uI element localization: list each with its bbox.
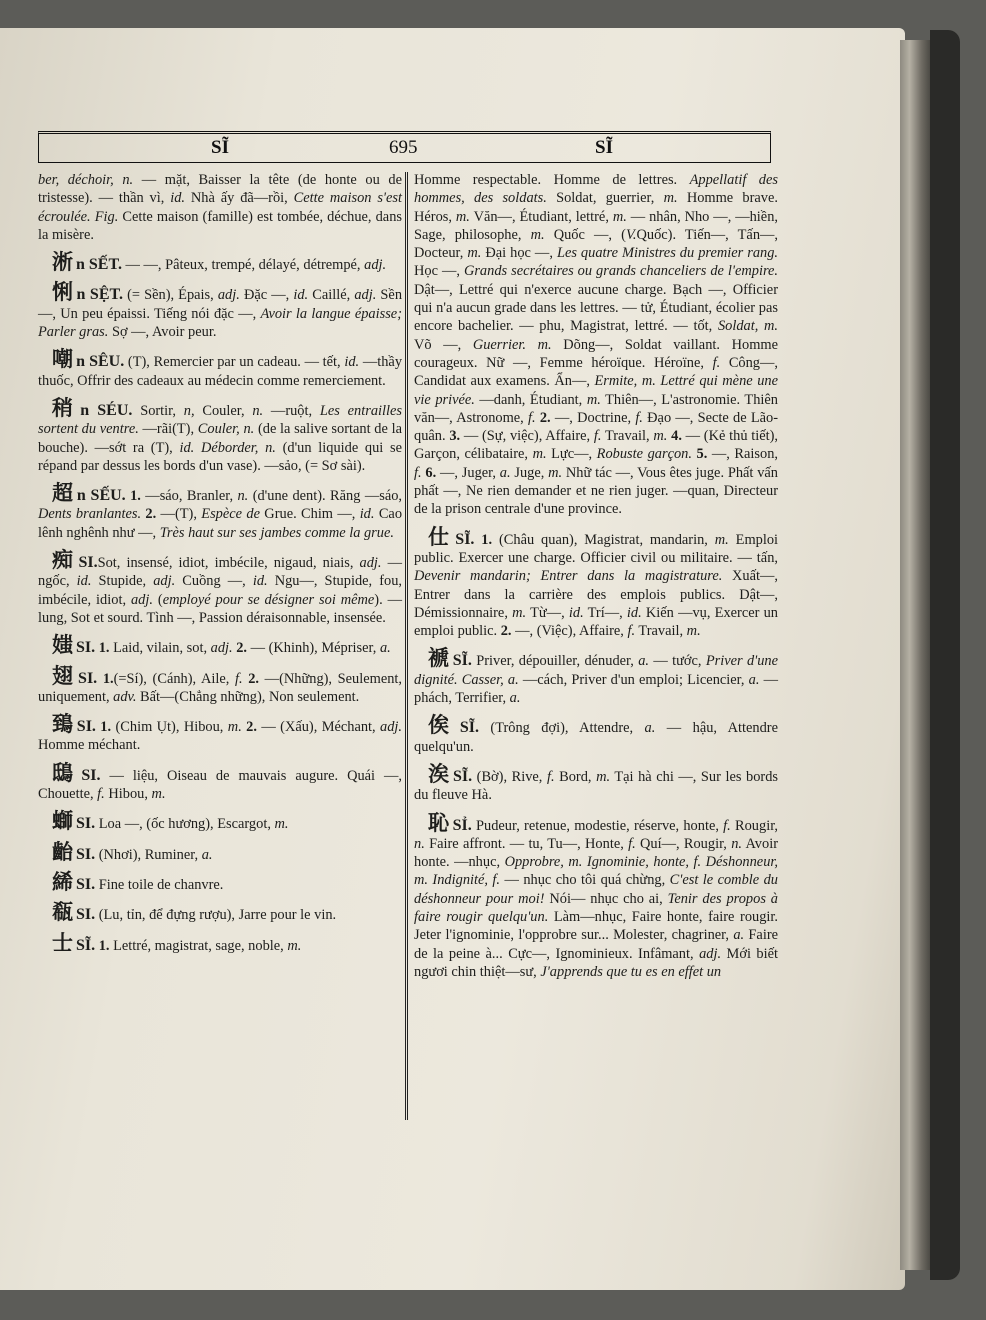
headword: n SẾT. <box>76 256 122 274</box>
definition-text: Rougir, <box>730 817 779 834</box>
definition-text: (Trông đợi), Attendre, <box>478 720 645 737</box>
headword: n SÉU. <box>80 401 133 419</box>
headword: SĨ. <box>76 936 96 954</box>
sense-number: 1. <box>95 640 110 657</box>
italic-text: m. <box>227 719 242 736</box>
definition-text: Homme méchant. <box>38 737 141 754</box>
definition-text: —cách, Priver d'un emploi; Licencier, <box>518 671 749 688</box>
definition-text: Lực—, <box>546 446 597 463</box>
definition-text: Bord, <box>554 768 597 785</box>
definition-text: —rãi(T), <box>138 421 198 438</box>
definition-text: Homme respectable. Homme de lettres. <box>414 172 690 188</box>
italic-text: m. <box>653 428 668 445</box>
definition-text: Thiên—, L'astronomie. Thiên văn—, Astronome, <box>414 391 778 426</box>
definition-text: Emploi public. Exercer une charge. Officier civil ou militaire. — tấn, <box>414 531 779 566</box>
column-divider <box>405 172 408 1120</box>
sense-number: 2. <box>141 506 157 523</box>
sense-number: 1. <box>97 670 114 687</box>
definition-text: —(T), <box>156 506 202 523</box>
italic-text: m. <box>586 391 601 408</box>
definition-text: Đặc —, <box>239 287 294 304</box>
italic-text: a. <box>638 653 649 670</box>
definition-text: Fine toile de chanvre. <box>95 876 224 893</box>
definition-text: ( <box>152 591 163 608</box>
sense-number: 1. <box>95 937 110 954</box>
dictionary-entry <box>38 900 402 925</box>
definition-text: —ngốc, <box>38 555 402 590</box>
italic-text: Priver d'une dignité. Casser, a. <box>414 653 778 688</box>
definition-text: Sortir, <box>132 402 184 419</box>
definition-text: (Nhơi), Ruminer, <box>95 846 202 863</box>
sense-number: 1. <box>95 719 112 736</box>
definition-text: Làm—nhục, Faire honte, faire rougir. Jeter l'ignominie, l'opprobre sur... Molester, chagriner, <box>414 908 778 944</box>
italic-text: Dents branlantes. <box>38 506 142 523</box>
dictionary-entry <box>38 250 402 275</box>
definition-text: Dõng—, Soldat vaillant. Homme courageux. Nữ —, Femme héroïque. Héroïne, <box>414 336 778 371</box>
book-cover <box>930 30 960 1280</box>
headword: SI. <box>78 669 98 687</box>
italic-text: adj. <box>210 640 233 657</box>
italic-text: n, <box>183 402 195 419</box>
italic-text: a. <box>733 927 745 944</box>
definition-text: Công—, Candidat aux examens. Ẩn—, <box>414 354 778 390</box>
definition-text: Stupide, <box>91 573 154 590</box>
headword-character: 超 <box>52 481 74 506</box>
definition-text: Nhà ấy đã—rồi, <box>185 190 294 207</box>
definition-text: Đại học —, <box>481 245 557 262</box>
definition-text: Ngu—, Stupide, fou, imbécile, idiot, <box>38 573 402 608</box>
italic-text: id. <box>293 287 309 304</box>
definition-text: (T), Remercier par un cadeau. — tết, <box>124 354 345 371</box>
italic-text: a. <box>379 640 391 657</box>
italic-text: m. <box>151 786 166 803</box>
italic-text: adj. <box>217 287 240 304</box>
headword: SI. <box>76 815 96 833</box>
italic-text: Cette maison s'est écroulée. Fig. <box>38 190 402 225</box>
dictionary-entry <box>414 761 778 805</box>
definition-text: Travail, <box>635 623 687 640</box>
dictionary-entry <box>38 869 402 894</box>
italic-text: id. <box>252 573 268 590</box>
definition-text: (Chim Ụt), Hibou, <box>111 719 228 736</box>
sense-number: 5. <box>691 446 708 463</box>
definition-text: Priver, dépouiller, dénuder, <box>471 653 639 670</box>
italic-text: adj. <box>130 591 153 608</box>
definition-text: Homme brave. Héros, <box>414 190 778 225</box>
italic-text: f. <box>234 670 243 687</box>
italic-text: Les entrailles sortent du ventre. <box>38 402 403 438</box>
definition-text: Cuồng —, <box>175 573 253 590</box>
italic-text: m. <box>548 464 563 481</box>
definition-text: — liệu, Oiseau de mauvais augure. Quái —, Chouette, <box>38 767 403 803</box>
definition-text: (d'un liquide qui se répand par dessus les bords d'un vase). —sảo, (= Sơ sài). <box>38 439 402 474</box>
italic-text: a. <box>499 464 511 481</box>
definition-text: Cao lênh nghênh như —, <box>38 506 403 541</box>
dictionary-entry <box>414 646 778 707</box>
italic-text: m. <box>612 208 627 225</box>
italic-text: a. <box>509 690 521 707</box>
italic-text: m. <box>274 816 289 833</box>
dictionary-entry <box>414 524 779 641</box>
italic-text: id. <box>76 573 92 590</box>
definition-text: Bất—(Chẳng những), Non seulement. <box>136 688 360 705</box>
definition-text: — tước, <box>649 653 706 670</box>
headword-character: 絺 <box>52 869 73 894</box>
running-header <box>38 131 771 163</box>
definition-text: Văn—, Étudiant, lettré, <box>469 208 613 225</box>
headword-character: 齝 <box>52 839 73 864</box>
definition-text: Tại hà chi —, Sur les bords du fleuve Hà. <box>414 768 778 804</box>
definition-text: — phách, Terrifier, <box>414 671 778 707</box>
definition-text: —, Juger, <box>436 464 500 481</box>
dictionary-entry <box>38 280 403 341</box>
italic-text: id. <box>626 604 642 621</box>
definition-text: — (Khinh), Mépriser, <box>247 640 380 657</box>
italic-text: id. <box>170 190 186 207</box>
definition-text: —, Doctrine, <box>550 409 636 426</box>
definition-text: Quốc). Tiến—, Tấn—, Docteur, <box>414 226 778 262</box>
dictionary-entry <box>38 663 403 707</box>
headword: SI. <box>78 554 98 572</box>
definition-text: (Lu, tỉn, để đựng rượu), Jarre pour le vin. <box>95 907 337 924</box>
headword-character: 悧 <box>52 280 74 305</box>
definition-text: Võ —, <box>414 336 473 353</box>
italic-text: m. <box>467 245 482 262</box>
definition-text: —, Raison, <box>707 446 779 463</box>
dictionary-entry <box>38 481 403 542</box>
headword: n SÊU. <box>76 353 125 371</box>
definition-text: (d'une dent). Răng —sáo, <box>248 488 403 505</box>
italic-text: Très haut sur ses jambes comme la grue. <box>159 524 394 541</box>
italic-text: C'est le comble du déshonneur pour moi! <box>414 872 778 907</box>
italic-text: a. <box>644 720 656 737</box>
italic-text: adj. <box>364 257 387 274</box>
definition-text: Kiến —vụ, Exercer un emploi public. <box>414 604 778 640</box>
definition-text: Hibou, <box>104 786 152 803</box>
headword: SĨ. <box>455 530 475 548</box>
italic-text: f. <box>712 354 721 371</box>
italic-text: f. <box>528 409 536 426</box>
entry-continuation <box>38 171 402 244</box>
italic-text: J'apprends que tu es en effet un <box>540 963 722 980</box>
headword-character: 瓻 <box>52 900 73 925</box>
italic-text: m. <box>663 190 678 207</box>
definition-text: —, (Việc), Affaire, <box>511 623 628 640</box>
italic-text: a. <box>201 846 213 863</box>
dictionary-entry <box>38 809 402 834</box>
headword-character: 痴 <box>52 548 76 573</box>
italic-text: m. <box>714 531 729 548</box>
definition-text: (Châu quan), Magistrat, mandarin, <box>492 531 715 548</box>
headword-character: 媸 <box>52 633 73 658</box>
headword: SI. <box>76 875 96 893</box>
italic-text: m. <box>512 604 527 621</box>
headword: SĨ. <box>459 719 479 737</box>
italic-text: adj. <box>699 945 722 962</box>
italic-text: n. <box>414 835 425 852</box>
italic-text: Grands secrétaires ou grands chanceliers de l'empire. <box>463 263 778 280</box>
italic-text: f. <box>635 409 643 426</box>
italic-text: f. <box>723 817 731 834</box>
italic-text: adj. <box>359 555 382 572</box>
italic-text: employé pour se désigner soi même <box>162 591 375 608</box>
definition-text: — (Xấu), Méchant, <box>256 719 381 736</box>
italic-text: ber, déchoir, n. <box>38 172 134 188</box>
definition-text: Nói— nhục cho ai, <box>544 890 668 907</box>
headword: SĨ. <box>452 652 472 670</box>
italic-text: id. <box>344 354 360 371</box>
italic-text: Appellatif des hommes, des soldats. <box>414 172 778 207</box>
definition-text: Grue. Chim —, <box>259 506 360 523</box>
definition-text: Dật—, Lettré qui n'exerce aucune charge. Bạch —, Officier qui n'a aucun grade dans les lettres. — tử, Étudiant, écolier pas encore bachelier. — phu, Magistrat, lettré. — tốt, <box>414 281 778 335</box>
italic-text: m. <box>686 623 701 640</box>
italic-text: id. <box>359 506 375 523</box>
headword-character: 士 <box>52 930 73 955</box>
headword-character: 嘲 <box>52 347 74 372</box>
definition-text: Caillé, <box>308 287 355 304</box>
sense-number: 6. <box>421 464 437 481</box>
italic-text: n. <box>252 402 264 419</box>
dictionary-entry <box>38 347 403 390</box>
header-right-word: SĨ <box>595 137 613 158</box>
definition-text: Xuất—, Entrer dans la carrière des emplois publics. Dật—, Démissionnaire, <box>414 568 779 621</box>
sense-number: 2. <box>241 719 257 736</box>
definition-text: Loa —, (ốc hương), Escargot, <box>95 816 275 833</box>
italic-text: Guerrier. m. <box>472 336 552 353</box>
header-left-word: SĨ <box>211 137 229 158</box>
headword-character: 翅 <box>52 663 76 688</box>
definition-text: (de la salive sortant de la bouche). —sớt ra (T), <box>38 421 402 456</box>
dictionary-entry <box>38 712 403 755</box>
headword: SI. <box>76 845 96 863</box>
entry-continuation <box>414 171 778 519</box>
italic-text: m. <box>287 937 302 954</box>
italic-text: Tenir des propos à faire rougir quelqu'un. <box>414 890 779 925</box>
definition-text: Từ—, <box>526 604 569 621</box>
right-column <box>414 171 778 981</box>
dictionary-entry <box>38 930 402 955</box>
italic-text: id. Déborder, n. <box>179 439 276 456</box>
definition-text: Faire affront. — tu, Tu—, Honte, <box>424 835 629 852</box>
headword: n SẾU. <box>76 487 126 505</box>
definition-text: Pudeur, retenue, modestie, réserve, honte, <box>471 817 724 834</box>
italic-text: a. <box>748 671 760 688</box>
definition-text: Quốc —, ( <box>544 226 626 243</box>
definition-text: Học —, <box>414 263 464 280</box>
definition-text: (= Sền), Épais, <box>122 287 218 304</box>
italic-text: Ermite, m. Lettré qui mène une vie privée. <box>414 373 778 408</box>
headword-character: 俟 <box>428 713 457 738</box>
definition-text: Sot, insensé, idiot, imbécile, nigaud, niais, <box>97 555 360 572</box>
italic-text: n. <box>731 835 742 852</box>
definition-text: —ruột, <box>263 402 320 419</box>
definition-text: Sền —, Un peu épaissi. Tiếng nói đặc —, <box>38 287 403 322</box>
definition-text: Sợ —, Avoir peur. <box>108 324 217 341</box>
headword-character: 螄 <box>52 809 73 834</box>
sense-number: 2. <box>232 640 248 657</box>
italic-text: Robuste garçon. <box>596 446 692 463</box>
italic-text: Soldat, m. <box>717 318 778 335</box>
headword: SI. <box>76 718 96 736</box>
definition-text: — mặt, Baisser la tête (de honte ou de tristesse). — thần vì, <box>38 172 402 207</box>
sense-number: 2. <box>242 670 260 687</box>
dictionary-entry <box>38 548 402 627</box>
headword-character: 恥 <box>428 810 450 835</box>
definition-text: Soldat, guerrier, <box>546 190 664 207</box>
italic-text: m. <box>455 208 470 225</box>
italic-text: f. <box>628 835 636 852</box>
italic-text: id. <box>568 604 584 621</box>
definition-text: (Bờ), Rive, <box>472 768 547 785</box>
definition-text: — nhân, Nho —, —hiền, Sage, philosophe, <box>414 208 778 243</box>
definition-text: Laid, vilain, sot, <box>109 640 211 657</box>
sense-number: 1. <box>474 531 493 548</box>
definition-text: Avoir honte. —nhục, <box>414 835 778 871</box>
sense-number: 2. <box>500 623 512 640</box>
dictionary-entry <box>38 760 403 804</box>
headword: SI. <box>81 766 101 784</box>
definition-text: ). — lung, Sot et sourd. Tình —, Passion déraisonnable, insensée. <box>38 591 402 626</box>
left-column <box>38 171 402 955</box>
italic-text: f. <box>97 786 105 803</box>
definition-text: Couler, <box>194 402 253 419</box>
definition-text: Juge, <box>510 464 549 481</box>
italic-text: Les quatre Ministres du premier rang. <box>556 245 779 262</box>
headword: n SỆT. <box>76 286 123 304</box>
definition-text: Nhữ tác —, Vous êtes juge. Phất vấn phất —, Ne rien demander et ne rien juger. —quan, Directeur de la prison centrale d'une province. <box>414 464 778 518</box>
dictionary-entry <box>38 839 402 864</box>
definition-text: —sáo, Branler, <box>140 488 238 505</box>
headword: SI. <box>76 906 96 924</box>
headword: SỈ. <box>452 816 472 834</box>
headword: SI. <box>76 639 96 657</box>
headword-character: 涘 <box>428 761 450 786</box>
definition-text: Lettré, magistrat, sage, noble, <box>109 937 288 954</box>
italic-text: m. <box>530 226 545 243</box>
sense-number: 4. <box>667 428 682 445</box>
definition-text: Quí—, Rougir, <box>635 835 732 852</box>
definition-text: — (Sự, việc), Affaire, <box>460 428 594 445</box>
italic-text: m. <box>532 446 547 463</box>
headword-character: 稍 <box>52 395 78 420</box>
headword-character: 褫 <box>428 646 450 671</box>
italic-text: adv. <box>113 688 137 705</box>
definition-text: (=Sí), (Cánh), Aile, <box>113 670 235 687</box>
italic-text: adj. <box>153 573 176 590</box>
definition-text: — hậu, Attendre quelqu'un. <box>414 720 778 755</box>
definition-text: —danh, Étudiant, <box>474 391 587 408</box>
dictionary-entry <box>38 395 403 475</box>
sense-number: 2. <box>535 409 551 426</box>
definition-text: Faire de la peine à... Cực—, Ignominieux. Infâmant, <box>414 927 779 962</box>
definition-text: —(Những), Seulement, uniquement, <box>38 670 403 705</box>
italic-text: V. <box>625 226 637 243</box>
headword-character: 仕 <box>428 524 453 549</box>
definition-text: Mới biết ngươi chin thiệt—sư, <box>414 945 778 980</box>
dictionary-entry <box>414 810 779 982</box>
definition-text: Travail, <box>601 428 654 445</box>
italic-text: Avoir la langue épaisse; Parler gras. <box>38 305 402 341</box>
headword-character: 鵄 <box>52 712 74 737</box>
italic-text: f. <box>593 428 602 445</box>
headword-character: 淅 <box>52 250 73 275</box>
headword-character: 鴟 <box>52 760 79 785</box>
definition-text: — nhục cho tôi quá chừng, <box>500 872 670 889</box>
italic-text: Espèce de <box>201 506 260 523</box>
italic-text: Devenir mandarin; Entrer dans la magistrature. <box>414 568 723 585</box>
dictionary-entry <box>38 633 402 658</box>
sense-number: 3. <box>449 428 461 445</box>
dictionary-entry <box>414 713 778 756</box>
italic-text: Opprobre, m. Ignominie, honte, f. Déshonneur, m. Indignité, f. <box>414 854 778 889</box>
italic-text: adj. <box>354 287 377 304</box>
italic-text: n. <box>237 488 249 505</box>
italic-text: Couler, n. <box>197 421 255 438</box>
italic-text: f. <box>546 768 555 785</box>
italic-text: m. <box>596 768 611 785</box>
definition-text: Cette maison (famille) est tombée, déchue, dans la misère. <box>38 208 402 243</box>
sense-number: 1. <box>125 488 141 505</box>
headword: SĨ. <box>452 767 473 785</box>
definition-text: —thầy thuốc, Offrir des cadeaux au médecin comme remerciement. <box>38 354 403 389</box>
definition-text: Trí—, <box>583 604 627 621</box>
italic-text: f. <box>627 623 636 640</box>
definition-text: — —, Pâteux, trempé, délayé, détrempé, <box>121 257 365 274</box>
definition-text: Đạo —, Secte de Lão-quân. <box>414 409 778 445</box>
italic-text: f. <box>414 464 422 481</box>
page-number: 695 <box>389 137 418 158</box>
definition-text: — (Kẻ thủ tiết), Garçon, célibataire, <box>414 428 779 463</box>
italic-text: adj. <box>380 719 403 736</box>
